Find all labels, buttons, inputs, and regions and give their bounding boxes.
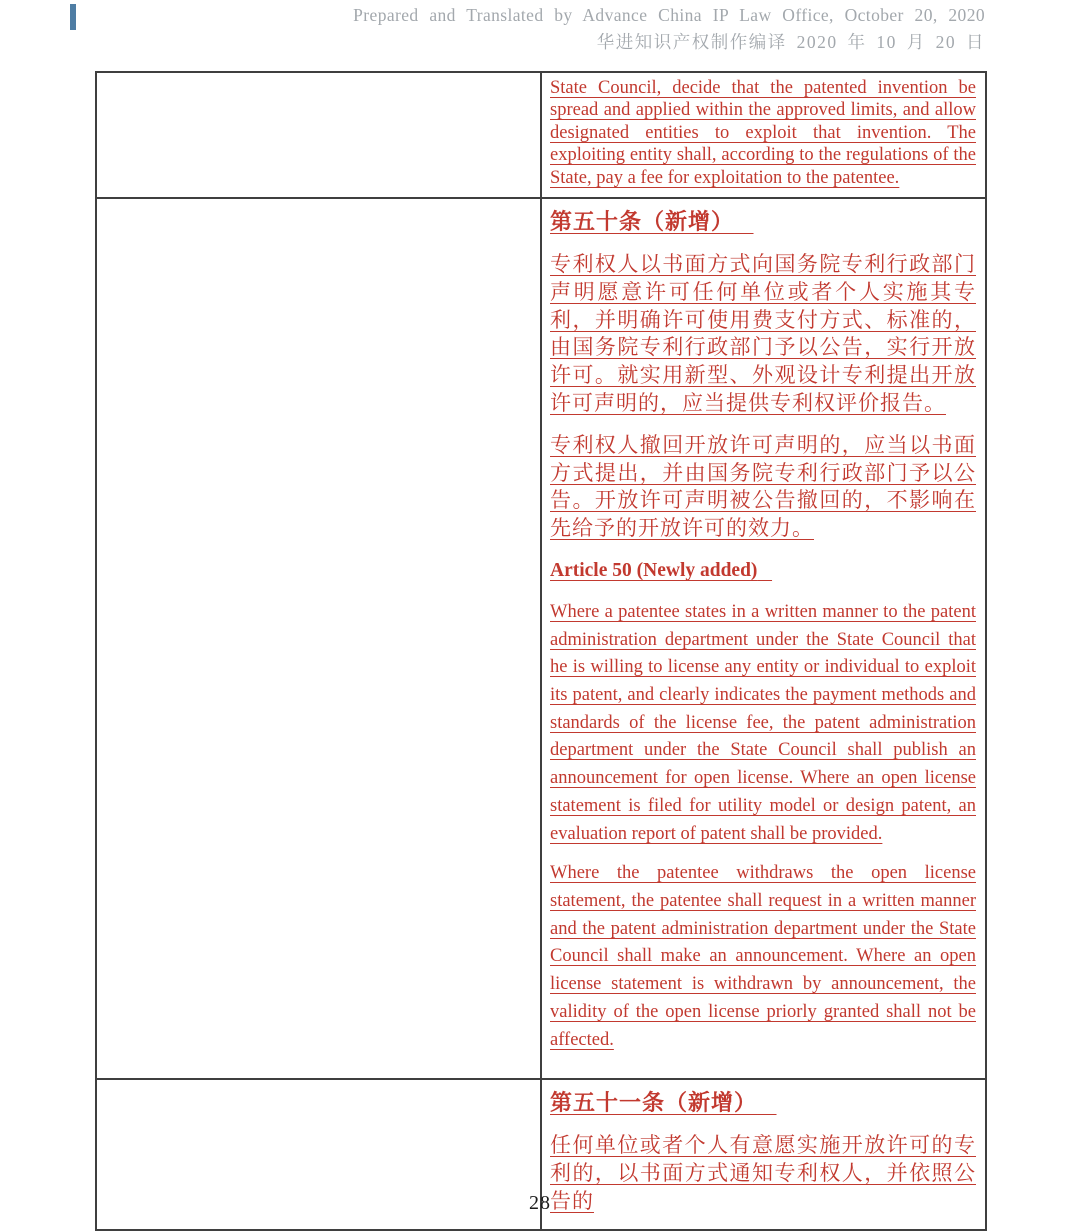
right-cell bbox=[541, 198, 986, 1079]
left-cell-empty bbox=[96, 198, 541, 1079]
page-header bbox=[353, 2, 985, 55]
table-row bbox=[96, 72, 986, 198]
page-number: 28 bbox=[529, 1192, 551, 1214]
right-cell bbox=[541, 72, 986, 198]
header-line-english: Prepared and Translated by Advance China IP Law Office, October 20, 2020 bbox=[353, 5, 985, 25]
article-50-english-heading: Article 50 (Newly added) bbox=[550, 559, 758, 581]
article-51-chinese-paragraph: 任何单位或者个人有意愿实施开放许可的专利的，以书面方式通知专利权人，并依照公告的 bbox=[550, 1133, 976, 1213]
header-line-chinese: 华进知识产权制作编译 2020 年 10 月 20 日 bbox=[596, 32, 985, 52]
text-cursor-mark bbox=[70, 4, 76, 30]
continued-english-paragraph: State Council, decide that the patented invention be spread and applied within the approved limits, and allow designated entities to exploit that invention. The exploiting entity shall, according to the regulations of the State, pay a fee for exploitation to the patentee. bbox=[550, 78, 976, 188]
article-50-english-paragraph-2: Where the patentee withdraws the open license statement, the patentee shall request in a written manner and the patent administration department under the State Council shall make an announcement. Where an open license statement is withdrawn by announcement, the validity of the open license priorly granted shall not be affected. bbox=[550, 863, 976, 1050]
article-50-english-paragraph-1: Where a patentee states in a written manner to the patent administration department under the State Council that he is willing to license any entity or individual to exploit its patent, and clearly indicates the payment methods and standards of the license fee, the patent administration department under the State Council shall publish an announcement for open license. Where an open license statement is filed for utility model or design patent, an evaluation report of patent shall be provided. bbox=[550, 601, 976, 844]
table-row bbox=[96, 198, 986, 1079]
article-50-chinese-paragraph-1: 专利权人以书面方式向国务院专利行政部门声明愿意许可任何单位或者个人实施其专利，并明确许可使用费支付方式、标准的，由国务院专利行政部门予以公告，实行开放许可。就实用新型、外观设计专利提出开放许可声明的，应当提供专利权评价报告。 bbox=[550, 252, 976, 415]
article-51-chinese-heading: 第五十一条（新增） bbox=[550, 1090, 758, 1115]
article-50-chinese-paragraph-2: 专利权人撤回开放许可声明的，应当以书面方式提出，并由国务院专利行政部门予以公告。开放许可声明被公告撤回的，不影响在先给予的开放许可的效力。 bbox=[550, 432, 976, 541]
law-comparison-table bbox=[95, 71, 987, 1231]
article-50-chinese-heading: 第五十条（新增） bbox=[550, 209, 735, 234]
left-cell-empty bbox=[96, 72, 541, 198]
